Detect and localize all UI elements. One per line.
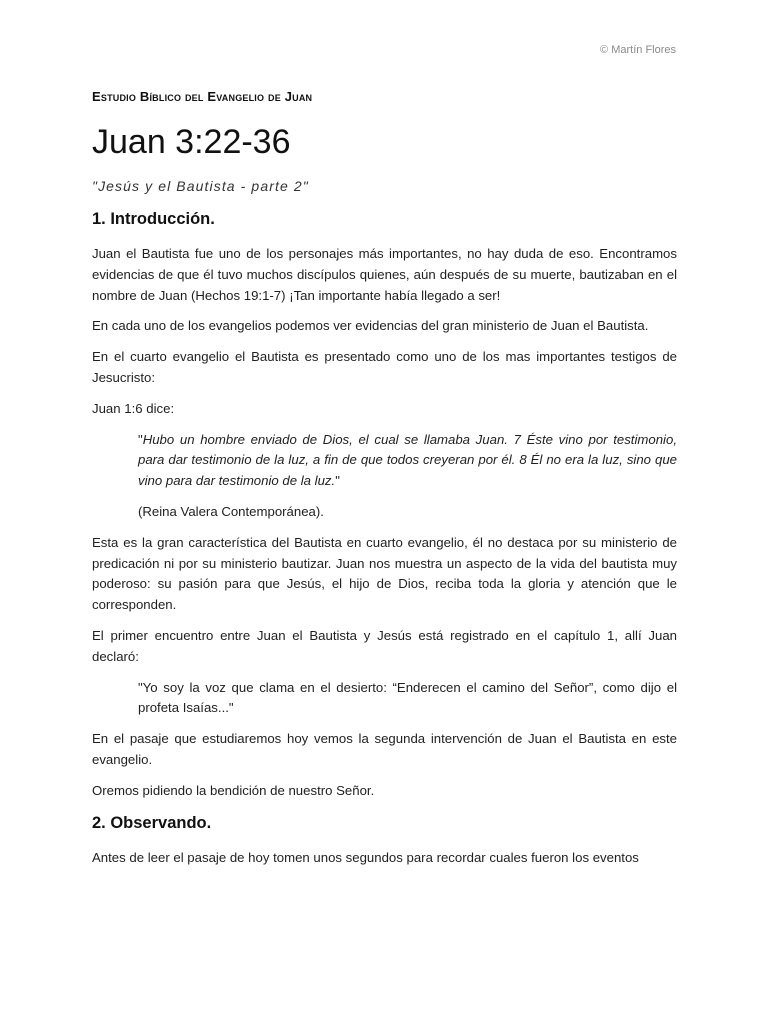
paragraph: Esta es la gran característica del Bautista en cuarto evangelio, él no destaca por su ministerio de predicación ni por su ministerio bautizar. Juan nos muestra un aspecto de la vida del bautista muy poderoso: su pasión para que Jesús, el hijo de Dios, reciba toda la gloria y atención que le corresponden. <box>92 534 677 613</box>
section-heading-observando: 2. Observando. <box>92 813 212 832</box>
paragraph: En el pasaje que estudiaremos hoy vemos la segunda intervención de Juan el Bautista en este evangelio. <box>92 731 677 767</box>
page-title: Juan 3:22-36 <box>92 123 291 161</box>
paragraph: Oremos pidiendo la bendición de nuestro Señor. <box>92 782 375 798</box>
document-content <box>92 88 677 878</box>
quote-open-mark: " <box>138 431 143 447</box>
quote-close-mark: " <box>335 473 340 489</box>
paragraph: Juan 1:6 dice: <box>92 400 175 416</box>
scripture-quote: "Yo soy la voz que clama en el desierto: “Enderecen el camino del Señor”, como dijo el profeta Isaías..." <box>138 679 677 716</box>
paragraph: En cada uno de los evangelios podemos ver evidencias del gran ministerio de Juan el Bautista. <box>92 318 649 334</box>
section-heading-introduccion: 1. Introducción. <box>92 210 215 228</box>
scripture-quote-text: Hubo un hombre enviado de Dios, el cual se llamaba Juan. 7 Éste vino por testimonio, para dar testimonio de la luz, a fin de que todos creyeran por él. 8 Él no era la luz, sino que vino para dar testimonio de la luz. <box>138 431 677 489</box>
paragraph: En el cuarto evangelio el Bautista es presentado como uno de los mas importantes testigos de Jesucristo: <box>92 349 677 385</box>
page-subtitle: "Jesús y el Bautista - parte 2" <box>92 178 309 194</box>
paragraph: El primer encuentro entre Juan el Bautista y Jesús está registrado en el capítulo 1, allí Juan declaró: <box>92 627 677 664</box>
scripture-quote <box>138 430 677 492</box>
paragraph: Antes de leer el pasaje de hoy tomen unos segundos para recordar cuales fueron los eventos <box>92 849 639 865</box>
quote-source: (Reina Valera Contemporánea). <box>138 503 324 519</box>
copyright-notice: © Martín Flores <box>600 44 676 56</box>
series-title: Estudio Bíblico del Evangelio de Juan <box>92 89 313 104</box>
paragraph: Juan el Bautista fue uno de los personajes más importantes, no hay duda de eso. Encontramos evidencias de que él tuvo muchos discípulos quienes, aún después de su muerte, bautizaban en el nombre de Juan (Hechos 19:1-7) ¡Tan importante había llegado a ser! <box>92 246 677 303</box>
